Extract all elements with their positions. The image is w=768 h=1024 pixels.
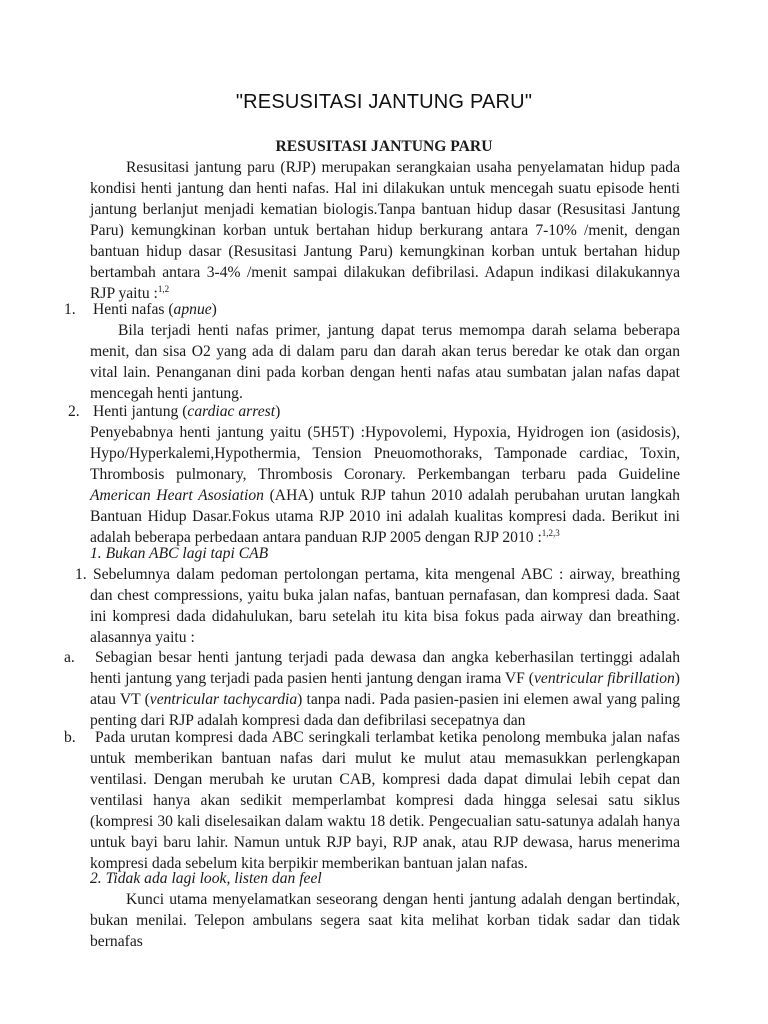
item1-marker: 1.	[64, 301, 76, 318]
point-a-body: Sebagian besar henti jantung terjadi pada dewasa dan angka keberhasilan tertinggi adalah henti jantung yang terjadi pada pasien henti jantung dengan irama VF (ventricular fibrillation) atau VT (ventricular tachycardia) tanpa nadi. Pada pasien-pasien ini elemen awal yang paling penting dari RJP adalah kompresi dada dan defibrilasi secepatnya dan	[90, 649, 681, 729]
closing-paragraph: Kunci utama menyelamatkan seseorang dengan henti jantung adalah dengan bertindak, bukan menilai. Telepon ambulans segera saat kita melihat korban tidak sadar dan tidak bernafas	[90, 891, 680, 950]
subheading-cab: 1. Bukan ABC lagi tapi CAB	[90, 545, 269, 562]
intro-text: Resusitasi jantung paru (RJP) merupakan serangkaian usaha penyelamatan hidup pada kondisi henti jantung dan henti nafas. Hal ini dilakukan untuk mencegah suatu episode henti jantung berlanjut menjadi kematian biologis.Tanpa bantuan hidup dasar (Resusitasi Jantung Paru) kemungkinan korban untuk bertahan hidup berkurang antara 7-10% /menit, dengan bantuan hidup dasar (Resusitasi Jantung Paru) kemungkinan korban untuk bertahan hidup bertambah antara 3-4% /menit sampai dilakukan defibrilasi. Adapun indikasi dilakukannya RJP yaitu :	[90, 159, 680, 302]
intro-citation: 1,2	[157, 284, 170, 294]
point1-body: Sebelumnya dalam pedoman pertolongan pertama, kita mengenal ABC : airway, breathing dan chest compressions, yaitu buka jalan nafas, bantuan pernafasan, dan kompresi dada. Saat ini kompresi dada didahulukan, baru setelah itu kita bisa fokus pada airway dan breathing. alasannya yaitu :	[90, 566, 680, 646]
item2-italic: cardiac arrest	[187, 403, 276, 420]
item2-citation: 1,2,3	[541, 528, 560, 538]
point-b-marker: b.	[64, 729, 76, 746]
item1-label: Henti nafas (apnue)	[93, 301, 217, 318]
point-a-marker: a.	[64, 649, 75, 666]
aha-italic: American Heart Asosiation	[90, 487, 264, 504]
item2-marker: 2.	[68, 403, 80, 420]
intro-paragraph	[90, 157, 680, 304]
point1-marker: 1.	[75, 566, 87, 583]
item1-italic: apnue	[173, 301, 212, 318]
document-title: "RESUSITASI JANTUNG PARU"	[235, 91, 533, 113]
section-heading: RESUSITASI JANTUNG PARU	[275, 138, 493, 155]
subheading-look-listen-feel: 2. Tidak ada lagi look, listen dan feel	[90, 870, 322, 887]
item1-body: Bila terjadi henti nafas primer, jantung dapat terus memompa darah selama beberapa menit, dan sisa O2 yang ada di dalam paru dan darah akan terus beredar ke otak dan organ vital lain. Penanganan dini pada korban dengan henti nafas atau sumbatan jalan nafas dapat mencegah henti jantung.	[90, 322, 680, 402]
point-b-body: Pada urutan kompresi dada ABC seringkali terlambat ketika penolong membuka jalan nafas untuk memberikan bantuan nafas dari mulut ke mulut atau memasukkan perlengkapan ventilasi. Dengan merubah ke urutan CAB, kompresi dada dapat dimulai lebih cepat dan ventilasi hanya akan sedikit memperlambat kompresi dada hingga selesai satu siklus (kompresi 30 kali diselesaikan dalam waktu 18 detik. Pengecualian satu-satunya adalah hanya untuk bayi baru lahir. Namun untuk RJP bayi, RJP anak, atau RJP dewasa, harus menerima kompresi dada sebelum kita berpikir memberikan bantuan jalan nafas.	[90, 729, 680, 872]
item2-label: Henti jantung (cardiac arrest)	[93, 403, 281, 420]
item2-body: Penyebabnya henti jantung yaitu (5H5T) :Hypovolemi, Hypoxia, Hyidrogen ion (asidosis), Hypo/Hyperkalemi,Hypothermia, Tension Pneuomothoraks, Tamponade cardiac, Toxin, Thrombosis pulmonary, Thrombosis Coronary. Perkembangan terbaru pada Guideline American Heart Asosiation (AHA) untuk RJP tahun 2010 adalah perubahan urutan langkah Bantuan Hidup Dasar.Fokus utama RJP 2010 ini adalah kualitas kompresi dada. Berikut ini adalah beberapa perbedaan antara panduan RJP 2005 dengan RJP 2010 :$^{1,2,3}$	[90, 424, 680, 546]
